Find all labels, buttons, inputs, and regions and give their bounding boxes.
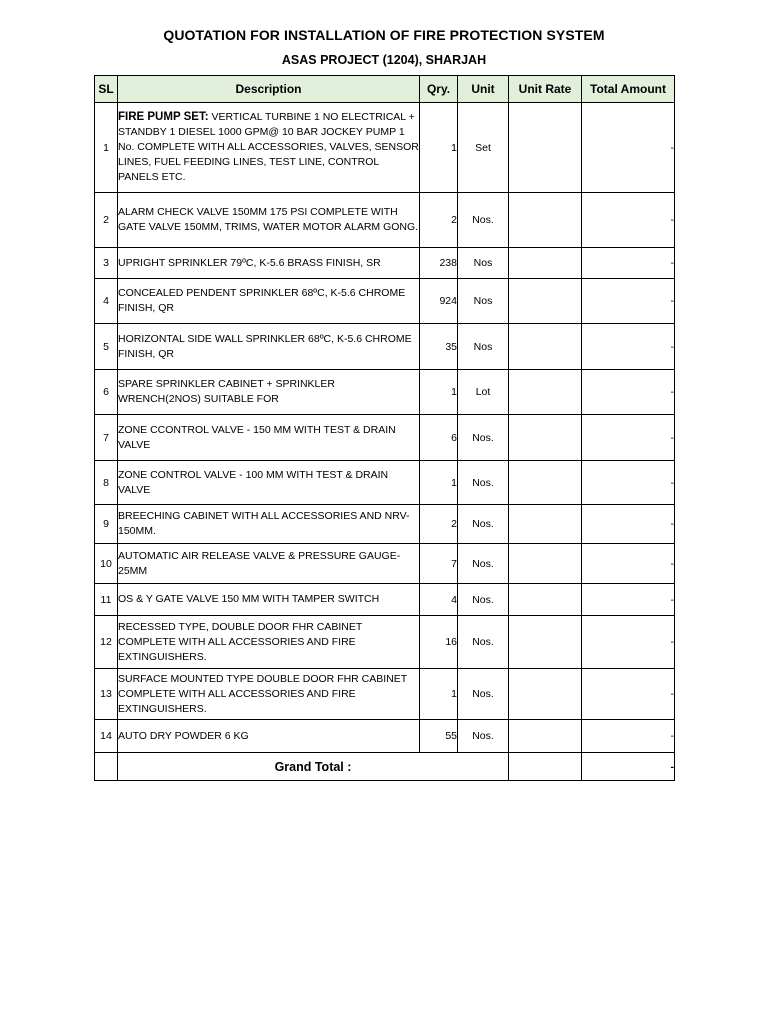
row-total-amount: - (582, 324, 675, 370)
row-description: ZONE CCONTROL VALVE - 150 MM WITH TEST & DRAIN VALVE (118, 415, 420, 461)
table-header-row (95, 76, 675, 103)
row-sl: 3 (95, 248, 118, 279)
row-sl: 2 (95, 193, 118, 248)
row-unit: Nos. (458, 415, 509, 461)
row-sl: 7 (95, 415, 118, 461)
quotation-table (94, 75, 675, 781)
row-unit: Set (458, 103, 509, 193)
table-row (95, 616, 675, 669)
row-unit: Nos. (458, 461, 509, 505)
grand-total-value: - (582, 753, 675, 781)
row-description: RECESSED TYPE, DOUBLE DOOR FHR CABINET COMPLETE WITH ALL ACCESSORIES AND FIRE EXTINGUISHERS. (118, 616, 420, 669)
table-row (95, 279, 675, 324)
grand-total-rate-empty (509, 753, 582, 781)
row-qty: 2 (420, 193, 458, 248)
row-total-amount: - (582, 544, 675, 584)
row-unit-rate (509, 616, 582, 669)
row-total-amount: - (582, 669, 675, 720)
row-sl: 9 (95, 505, 118, 544)
row-unit: Lot (458, 370, 509, 415)
row-description-text: VERTICAL TURBINE 1 NO ELECTRICAL + STANDBY 1 DIESEL 1000 GPM@ 10 BAR JOCKEY PUMP 1 No. COMPLETE WITH ALL ACCESSORIES, VALVES, SENSOR LINES, FUEL FEEDING LINES, TEST LINE, CONTROL PANELS ETC. (118, 111, 419, 183)
row-description: OS & Y GATE VALVE 150 MM WITH TAMPER SWITCH (118, 584, 420, 616)
document-subtitle: ASAS PROJECT (1204), SHARJAH (281, 53, 487, 67)
row-sl: 12 (95, 616, 118, 669)
row-qty: 1 (420, 103, 458, 193)
row-sl: 6 (95, 370, 118, 415)
table-row (95, 248, 675, 279)
row-description-lead: FIRE PUMP SET: (118, 111, 209, 123)
row-unit-rate (509, 584, 582, 616)
row-total-amount: - (582, 370, 675, 415)
table-row (95, 103, 675, 193)
table-row (95, 584, 675, 616)
row-sl: 11 (95, 584, 118, 616)
table-row (95, 324, 675, 370)
grand-total-sl-empty (95, 753, 118, 781)
row-unit: Nos (458, 248, 509, 279)
header-qty: Qry. (420, 76, 458, 103)
row-unit-rate (509, 370, 582, 415)
row-unit: Nos. (458, 584, 509, 616)
row-unit: Nos (458, 324, 509, 370)
table-row (95, 461, 675, 505)
header-total-amount: Total Amount (582, 76, 675, 103)
row-unit-rate (509, 103, 582, 193)
row-sl: 14 (95, 720, 118, 753)
header-unit: Unit (458, 76, 509, 103)
row-total-amount: - (582, 193, 675, 248)
table-row (95, 505, 675, 544)
row-unit: Nos. (458, 544, 509, 584)
row-unit-rate (509, 669, 582, 720)
table-row (95, 669, 675, 720)
row-unit-rate (509, 193, 582, 248)
row-total-amount: - (582, 415, 675, 461)
row-qty: 55 (420, 720, 458, 753)
row-total-amount: - (582, 720, 675, 753)
row-total-amount: - (582, 461, 675, 505)
row-description: SURFACE MOUNTED TYPE DOUBLE DOOR FHR CABINET COMPLETE WITH ALL ACCESSORIES AND FIRE EXTINGUISHERS. (118, 669, 420, 720)
row-description: UPRIGHT SPRINKLER 79ºC, K-5.6 BRASS FINISH, SR (118, 248, 420, 279)
row-qty: 1 (420, 370, 458, 415)
row-qty: 7 (420, 544, 458, 584)
table-row (95, 193, 675, 248)
row-total-amount: - (582, 616, 675, 669)
table-row (95, 720, 675, 753)
row-unit-rate (509, 415, 582, 461)
grand-total-label: Grand Total : (118, 753, 509, 781)
row-sl: 4 (95, 279, 118, 324)
row-unit: Nos. (458, 193, 509, 248)
row-qty: 35 (420, 324, 458, 370)
row-sl: 5 (95, 324, 118, 370)
table-row (95, 415, 675, 461)
row-description (118, 103, 420, 193)
row-total-amount: - (582, 248, 675, 279)
row-description: BREECHING CABINET WITH ALL ACCESSORIES AND NRV-150MM. (118, 505, 420, 544)
row-unit-rate (509, 720, 582, 753)
row-sl: 8 (95, 461, 118, 505)
row-unit-rate (509, 505, 582, 544)
row-total-amount: - (582, 279, 675, 324)
row-description: HORIZONTAL SIDE WALL SPRINKLER 68ºC, K-5.6 CHROME FINISH, QR (118, 324, 420, 370)
row-qty: 6 (420, 415, 458, 461)
row-unit-rate (509, 544, 582, 584)
row-qty: 1 (420, 461, 458, 505)
row-qty: 238 (420, 248, 458, 279)
row-qty: 2 (420, 505, 458, 544)
table-body (95, 103, 675, 781)
row-qty: 924 (420, 279, 458, 324)
table-row (95, 370, 675, 415)
row-total-amount: - (582, 103, 675, 193)
header-unit-rate: Unit Rate (509, 76, 582, 103)
row-unit: Nos. (458, 616, 509, 669)
row-sl: 1 (95, 103, 118, 193)
row-unit-rate (509, 324, 582, 370)
row-description: SPARE SPRINKLER CABINET + SPRINKLER WRENCH(2NOS) SUITABLE FOR (118, 370, 420, 415)
row-qty: 4 (420, 584, 458, 616)
row-description: AUTO DRY POWDER 6 KG (118, 720, 420, 753)
row-description: CONCEALED PENDENT SPRINKLER 68ºC, K-5.6 CHROME FINISH, QR (118, 279, 420, 324)
row-unit-rate (509, 461, 582, 505)
row-sl: 13 (95, 669, 118, 720)
document-title: QUOTATION FOR INSTALLATION OF FIRE PROTECTION SYSTEM (163, 27, 605, 43)
table-row (95, 544, 675, 584)
row-unit: Nos. (458, 505, 509, 544)
row-sl: 10 (95, 544, 118, 584)
row-description: ALARM CHECK VALVE 150MM 175 PSI COMPLETE WITH GATE VALVE 150MM, TRIMS, WATER MOTOR ALARM GONG. (118, 193, 420, 248)
row-description: ZONE CONTROL VALVE - 100 MM WITH TEST & DRAIN VALVE (118, 461, 420, 505)
row-qty: 16 (420, 616, 458, 669)
row-unit: Nos (458, 279, 509, 324)
row-description: AUTOMATIC AIR RELEASE VALVE & PRESSURE GAUGE-25MM (118, 544, 420, 584)
row-total-amount: - (582, 584, 675, 616)
row-unit-rate (509, 279, 582, 324)
row-total-amount: - (582, 505, 675, 544)
header-description: Description (118, 76, 420, 103)
row-unit: Nos. (458, 669, 509, 720)
row-qty: 1 (420, 669, 458, 720)
grand-total-row (95, 753, 675, 781)
row-unit-rate (509, 248, 582, 279)
header-sl: SL (95, 76, 118, 103)
row-unit: Nos. (458, 720, 509, 753)
